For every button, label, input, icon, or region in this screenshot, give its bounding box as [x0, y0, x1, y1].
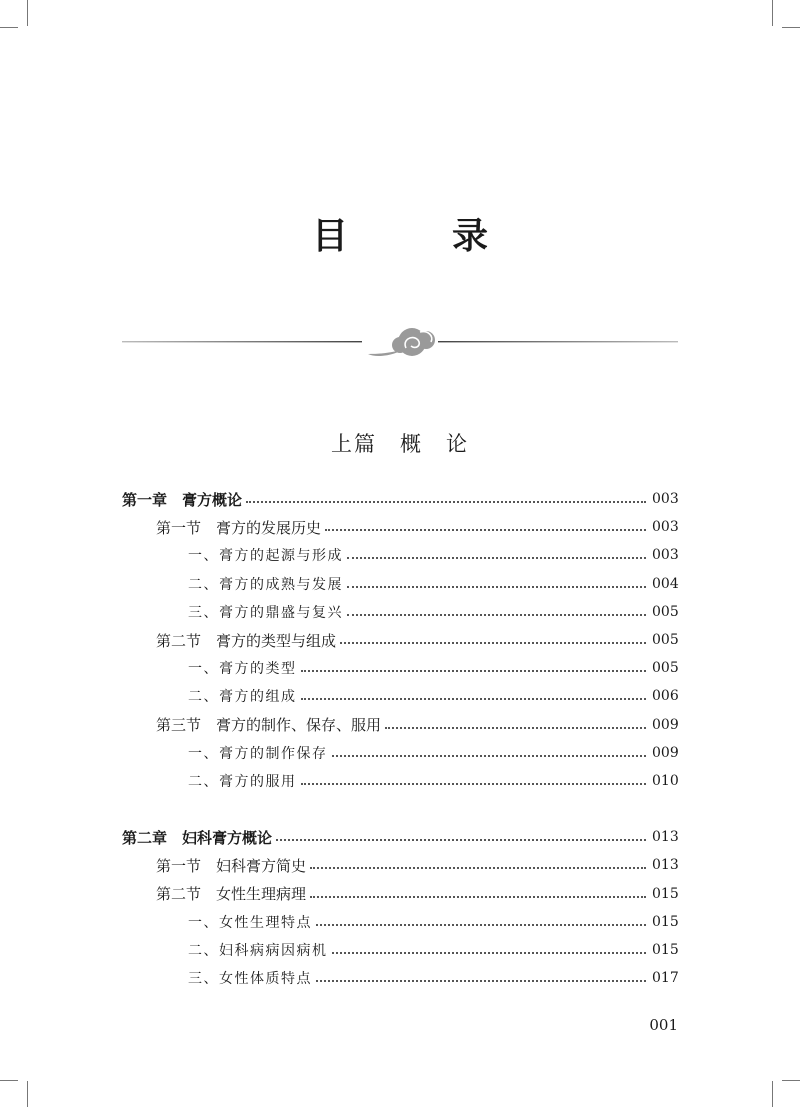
- crop-mark-top-right-v: [772, 0, 773, 26]
- dot-leader: [347, 556, 646, 559]
- toc-entry-page: 013: [652, 829, 679, 846]
- dot-leader: [301, 697, 647, 700]
- toc-item-row[interactable]: [122, 936, 678, 964]
- toc-item-row[interactable]: [122, 541, 678, 569]
- toc-section-row[interactable]: [122, 879, 678, 907]
- toc-entry-page: 010: [652, 772, 679, 789]
- dot-leader: [246, 500, 646, 503]
- page-number: 001: [649, 1016, 678, 1034]
- dot-leader: [301, 782, 647, 785]
- toc-entry-page: 013: [652, 857, 679, 874]
- crop-mark-bottom-right-h: [782, 1080, 800, 1081]
- dot-leader: [332, 951, 647, 954]
- toc-chapter-row[interactable]: [122, 823, 678, 851]
- part-heading: 上篇 概 论: [331, 432, 469, 456]
- toc-entry-page: 015: [652, 941, 679, 958]
- toc-entry-label: 一、女性生理特点: [188, 914, 312, 931]
- toc-item-row[interactable]: [122, 654, 678, 682]
- divider-line-right: [438, 341, 678, 342]
- toc-entry-label: 一、膏方的类型: [188, 661, 297, 678]
- toc-entry-label: 二、膏方的成熟与发展: [188, 576, 343, 593]
- toc-entry-page: 009: [652, 716, 679, 733]
- toc-entry-page: 003: [652, 519, 679, 536]
- toc-entry-label: 三、女性体质特点: [188, 971, 312, 988]
- toc-entry-label: 二、膏方的组成: [188, 689, 297, 706]
- chapter-gap: [122, 795, 678, 823]
- dot-leader: [310, 866, 646, 869]
- toc-entry-page: 004: [652, 575, 679, 592]
- crop-mark-bottom-right-v: [772, 1081, 773, 1107]
- toc-entry-label: 第一节 膏方的发展历史: [156, 518, 322, 537]
- dot-leader: [310, 895, 646, 898]
- crop-mark-top-left-h: [0, 27, 18, 28]
- dot-leader: [316, 979, 646, 982]
- toc-entry-page: 015: [652, 885, 679, 902]
- crop-mark-bottom-left-h: [0, 1080, 18, 1081]
- toc-item-row[interactable]: [122, 682, 678, 710]
- toc-item-row[interactable]: [122, 767, 678, 795]
- toc-entry-label: 二、膏方的服用: [188, 773, 297, 790]
- cloud-divider: [122, 318, 678, 368]
- toc-chapter-row[interactable]: [122, 485, 678, 513]
- dot-leader: [347, 585, 646, 588]
- toc-item-row[interactable]: [122, 598, 678, 626]
- toc-entry-label: 第二节 膏方的类型与组成: [156, 631, 337, 650]
- toc-entry-page: 009: [652, 744, 679, 761]
- toc-entry-page: 015: [652, 913, 679, 930]
- toc-entry-page: 003: [652, 491, 679, 508]
- dot-leader: [325, 528, 646, 531]
- dot-leader: [276, 838, 646, 841]
- dot-leader: [340, 641, 646, 644]
- dot-leader: [385, 726, 646, 729]
- toc-section-row[interactable]: [122, 513, 678, 541]
- toc-item-row[interactable]: [122, 908, 678, 936]
- divider-line-left: [122, 341, 362, 342]
- toc-entry-page: 017: [652, 970, 679, 987]
- toc-item-row[interactable]: [122, 739, 678, 767]
- toc-entry-label: 第二章 妇科膏方概论: [122, 828, 273, 847]
- dot-leader: [332, 754, 647, 757]
- toc-entry-page: 005: [652, 603, 679, 620]
- crop-mark-bottom-left-v: [27, 1081, 28, 1107]
- page-title: 目 录: [311, 216, 522, 257]
- dot-leader: [347, 613, 646, 616]
- toc-entry-label: 一、膏方的起源与形成: [188, 548, 343, 565]
- crop-mark-top-right-h: [782, 27, 800, 28]
- dot-leader: [301, 669, 647, 672]
- toc-item-row[interactable]: [122, 570, 678, 598]
- toc-entry-page: 005: [652, 660, 679, 677]
- crop-mark-top-left-v: [27, 0, 28, 26]
- toc-entry-label: 第三节 膏方的制作、保存、服用: [156, 716, 382, 735]
- table-of-contents: [122, 485, 678, 992]
- toc-entry-page: 006: [652, 688, 679, 705]
- toc-entry-label: 第一节 妇科膏方简史: [156, 856, 307, 875]
- toc-entry-label: 第二节 女性生理病理: [156, 885, 307, 904]
- toc-entry-label: 三、膏方的鼎盛与复兴: [188, 604, 343, 621]
- toc-section-row[interactable]: [122, 851, 678, 879]
- toc-entry-label: 一、膏方的制作保存: [188, 745, 328, 762]
- toc-entry-label: 第一章 膏方概论: [122, 490, 243, 509]
- toc-entry-page: 005: [652, 632, 679, 649]
- toc-section-row[interactable]: [122, 711, 678, 739]
- toc-entry-label: 二、妇科病病因病机: [188, 942, 328, 959]
- toc-section-row[interactable]: [122, 626, 678, 654]
- toc-entry-page: 003: [652, 547, 679, 564]
- toc-item-row[interactable]: [122, 964, 678, 992]
- dot-leader: [316, 923, 646, 926]
